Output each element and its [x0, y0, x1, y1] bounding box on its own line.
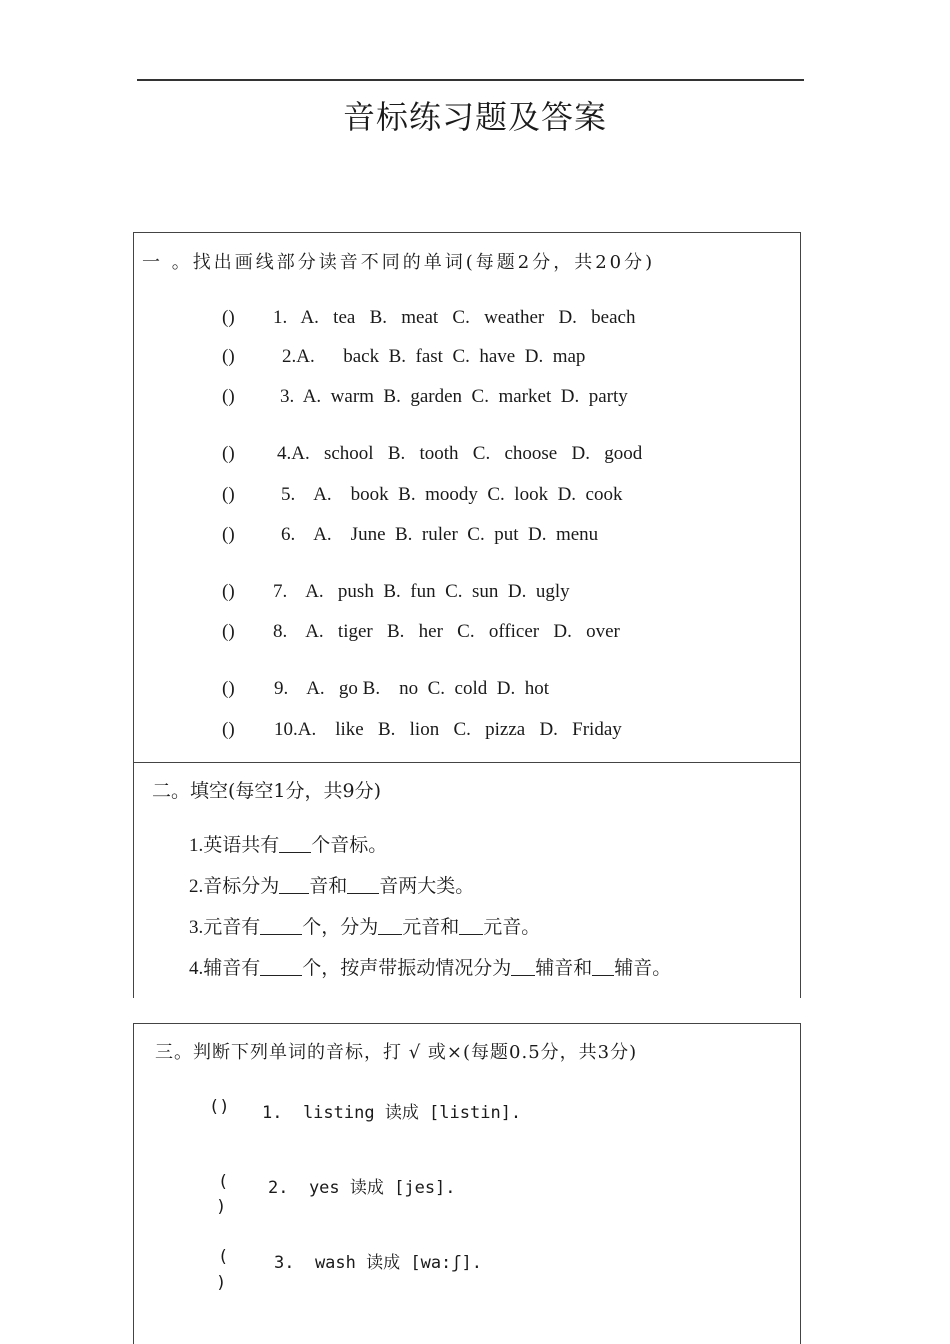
question-item: 4.A. school B. tooth C. choose D. good: [277, 443, 643, 464]
answer-paren[interactable]: (): [222, 307, 235, 328]
fill-item: [189, 830, 387, 857]
question-item: 9. A. go B. no C. cold D. hot: [274, 678, 549, 699]
page-title: 音标练习题及答案: [342, 98, 607, 136]
question-item: 1. A. tea B. meat C. weather D. beach: [273, 307, 636, 328]
answer-paren-close[interactable]: ): [216, 1273, 227, 1293]
question-item: 8. A. tiger B. her C. officer D. over: [273, 621, 620, 642]
answer-paren-open[interactable]: (: [218, 1172, 229, 1192]
fill-text: 元音有: [203, 916, 261, 938]
judge-item: 3. wash 读成 [wa:ʃ].: [274, 1253, 482, 1273]
fill-item: [189, 912, 540, 939]
fill-text: 辅音。: [614, 957, 672, 979]
question-item: 7. A. push B. fun C. sun D. ugly: [273, 581, 570, 602]
answer-paren[interactable]: (): [222, 719, 235, 740]
answer-paren-close[interactable]: ): [216, 1197, 227, 1217]
question-item: 3. A. warm B. garden C. market D. party: [280, 386, 628, 407]
answer-paren[interactable]: (): [222, 581, 235, 602]
fill-text: 个，分为: [302, 916, 379, 938]
answer-blank[interactable]: [279, 877, 309, 894]
answer-blank[interactable]: [260, 959, 302, 976]
answer-paren[interactable]: (): [222, 621, 235, 642]
fill-item: [189, 953, 671, 980]
fill-item-number: 4.: [189, 958, 204, 979]
top-rule: [137, 79, 804, 81]
fill-text: 辅音和: [535, 957, 593, 979]
fill-item: [189, 871, 474, 898]
fill-text: 英语共有: [203, 834, 280, 856]
fill-text: 辅音有: [203, 957, 261, 979]
answer-paren[interactable]: (): [222, 484, 235, 505]
section1-heading: 一 。找出画线部分读音不同的单词(每题2分，共20分): [142, 252, 656, 273]
fill-text: 音两大类。: [379, 875, 475, 897]
section3-heading: 三。判断下列单词的音标，打 √ 或×(每题0.5分，共3分): [155, 1042, 638, 1063]
answer-paren[interactable]: (): [222, 678, 235, 699]
question-item: 5. A. book B. moody C. look D. cook: [281, 484, 623, 505]
question-item: 10.A. like B. lion C. pizza D. Friday: [274, 719, 622, 740]
judge-item: 1. listing 读成 [listin].: [262, 1103, 522, 1123]
answer-blank[interactable]: [592, 959, 614, 976]
answer-paren[interactable]: (): [222, 524, 235, 545]
question-item: 2.A. back B. fast C. have D. map: [282, 346, 586, 367]
answer-paren-open[interactable]: (: [218, 1247, 229, 1267]
judge-item: 2. yes 读成 [jes].: [268, 1178, 456, 1198]
answer-blank[interactable]: [347, 877, 379, 894]
answer-blank[interactable]: [378, 918, 402, 935]
question-item: 6. A. June B. ruler C. put D. menu: [281, 524, 599, 545]
answer-paren[interactable]: (): [209, 1097, 230, 1117]
answer-blank[interactable]: [260, 918, 302, 935]
section2-heading: 二。填空(每空1分，共9分): [152, 780, 382, 802]
fill-item-number: 1.: [189, 835, 204, 856]
fill-text: 元音和: [402, 916, 460, 938]
fill-item-number: 2.: [189, 876, 204, 897]
fill-text: 元音。: [483, 916, 541, 938]
answer-blank[interactable]: [459, 918, 483, 935]
section3-box: [133, 1023, 801, 1344]
fill-text: 个音标。: [311, 834, 388, 856]
fill-text: 个，按声带振动情况分为: [302, 957, 512, 979]
fill-item-number: 3.: [189, 917, 204, 938]
fill-text: 音标分为: [203, 875, 280, 897]
answer-paren[interactable]: (): [222, 386, 235, 407]
answer-paren[interactable]: (): [222, 346, 235, 367]
answer-paren[interactable]: (): [222, 443, 235, 464]
fill-text: 音和: [309, 875, 348, 897]
answer-blank[interactable]: [511, 959, 535, 976]
answer-blank[interactable]: [279, 836, 311, 853]
